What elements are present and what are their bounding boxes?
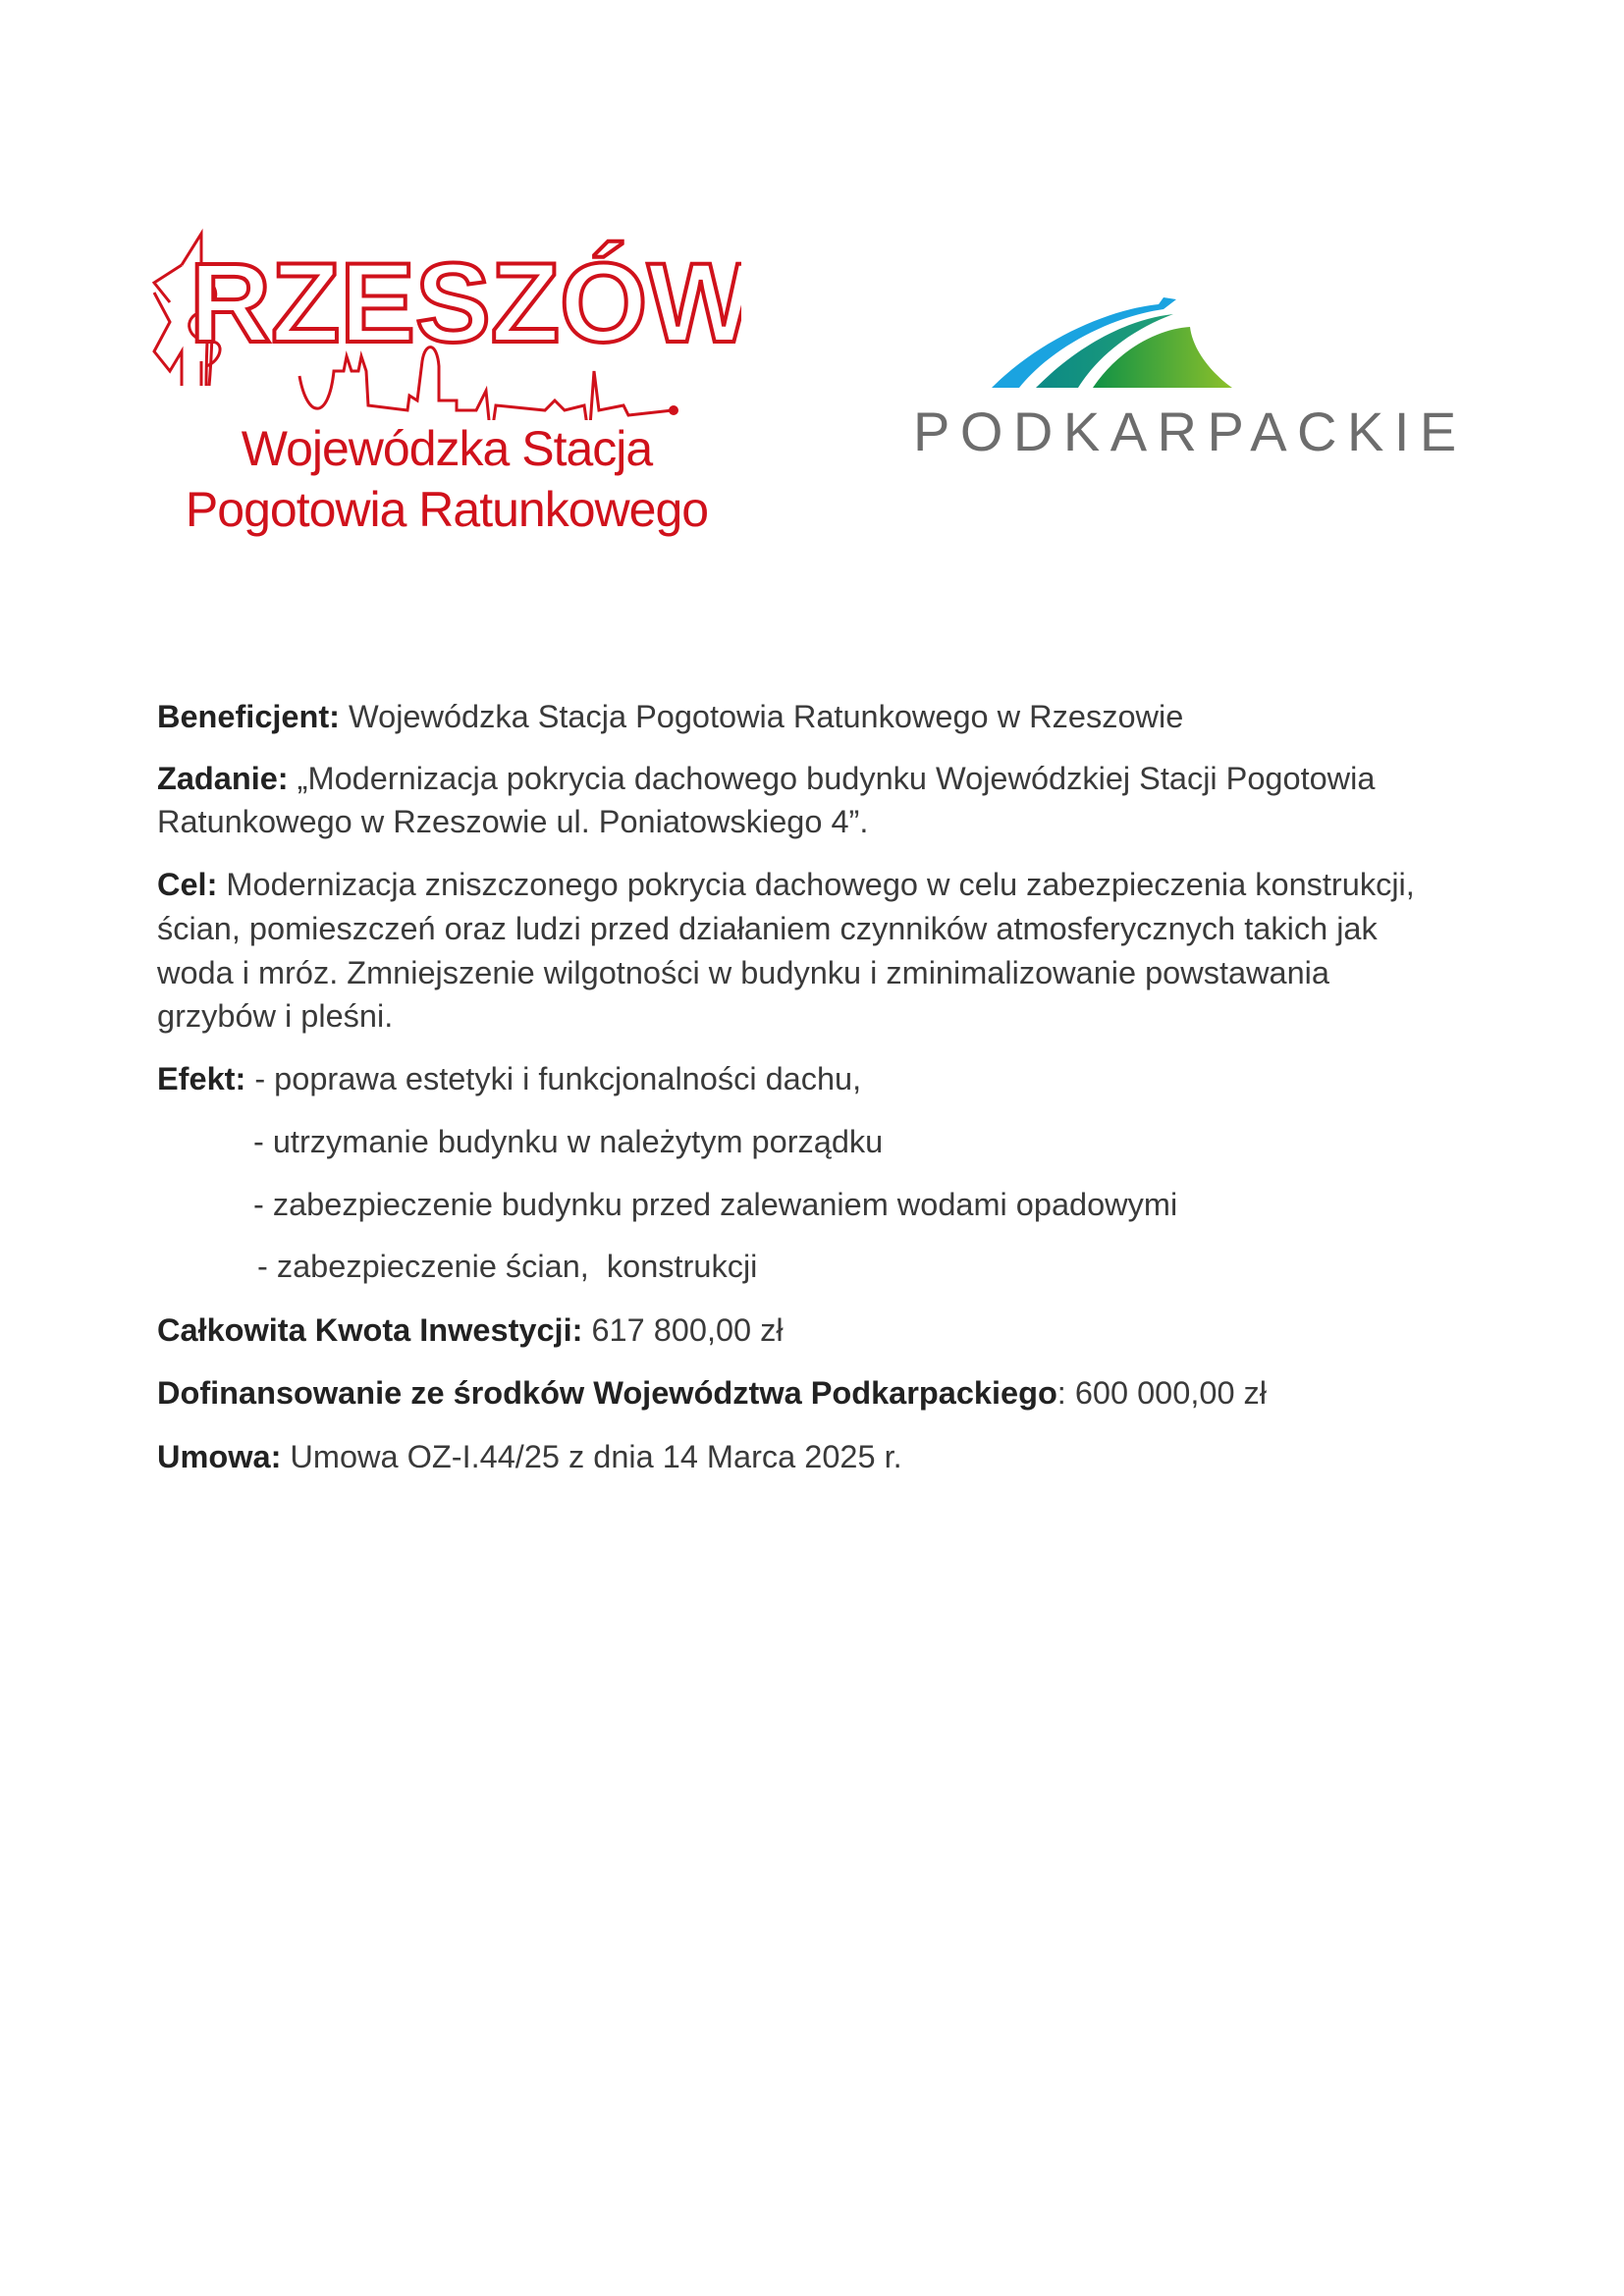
umowa-value: Umowa OZ-I.44/25 z dnia 14 Marca 2025 r.: [281, 1439, 902, 1474]
cel-text-3: woda i mróz. Zmniejszenie wilgotności w budynku i zminimalizowanie powstawania: [157, 955, 1329, 990]
kwota-line: [157, 1308, 784, 1353]
cel-label: Cel:: [157, 867, 218, 902]
dofinansowanie-label: Dofinansowanie ze środków Województwa Podkarpackiego: [157, 1375, 1057, 1411]
cel-line: [157, 863, 1415, 907]
podkarpackie-logo-text: PODKARPACKIE: [913, 400, 1467, 462]
zadanie-text-1: „Modernizacja pokrycia dachowego budynku Wojewódzkiej Stacji Pogotowia: [288, 761, 1376, 796]
beneficjent-value: Wojewódzka Stacja Pogotowia Ratunkowego w Rzeszowie: [340, 699, 1184, 734]
dofinansowanie-line: [157, 1371, 1267, 1415]
zadanie-line: [157, 757, 1375, 801]
wspr-logo-line2: Pogotowia Ratunkowego: [185, 482, 709, 537]
cel-text-4: grzybów i pleśni.: [157, 998, 394, 1034]
beneficjent-label: Beneficjent:: [157, 699, 341, 734]
kwota-label: Całkowita Kwota Inwestycji:: [157, 1312, 583, 1348]
efekt-item: - zabezpieczenie budynku przed zalewaniem wodami opadowymi: [253, 1187, 1178, 1222]
zadanie-text-2: Ratunkowego w Rzeszowie ul. Poniatowskiego 4”.: [157, 804, 869, 839]
kwota-value: 617 800,00 zł: [582, 1312, 784, 1348]
umowa-line: [157, 1435, 902, 1479]
efekt-item: - zabezpieczenie ścian, konstrukcji: [257, 1249, 758, 1284]
wspr-logo-line1: Wojewódzka Stacja: [241, 421, 653, 476]
umowa-label: Umowa:: [157, 1439, 282, 1474]
efekt-line: [157, 1057, 861, 1101]
cel-text-1: Modernizacja zniszczonego pokrycia dachowego w celu zabezpieczenia konstrukcji,: [217, 867, 1415, 902]
efekt-item: - utrzymanie budynku w należytym porządku: [253, 1124, 884, 1159]
beneficjent-line: [157, 695, 1183, 739]
cel-text-2: ścian, pomieszczeń oraz ludzi przed działaniem czynników atmosferycznych takich jak: [157, 911, 1378, 946]
wspr-logo-title: RZESZÓW: [189, 240, 741, 366]
efekt-item: - poprawa estetyki i funkcjonalności dachu,: [245, 1061, 862, 1096]
podkarpackie-logo: [913, 290, 1467, 462]
podkarpackie-swoosh-icon: [913, 290, 1424, 398]
wspr-rzeszow-logo: [152, 224, 741, 553]
star-of-life-ecg-icon: [152, 224, 741, 420]
efekt-label: Efekt:: [157, 1061, 246, 1096]
zadanie-label: Zadanie:: [157, 761, 289, 796]
dofinansowanie-value: : 600 000,00 zł: [1056, 1375, 1268, 1411]
